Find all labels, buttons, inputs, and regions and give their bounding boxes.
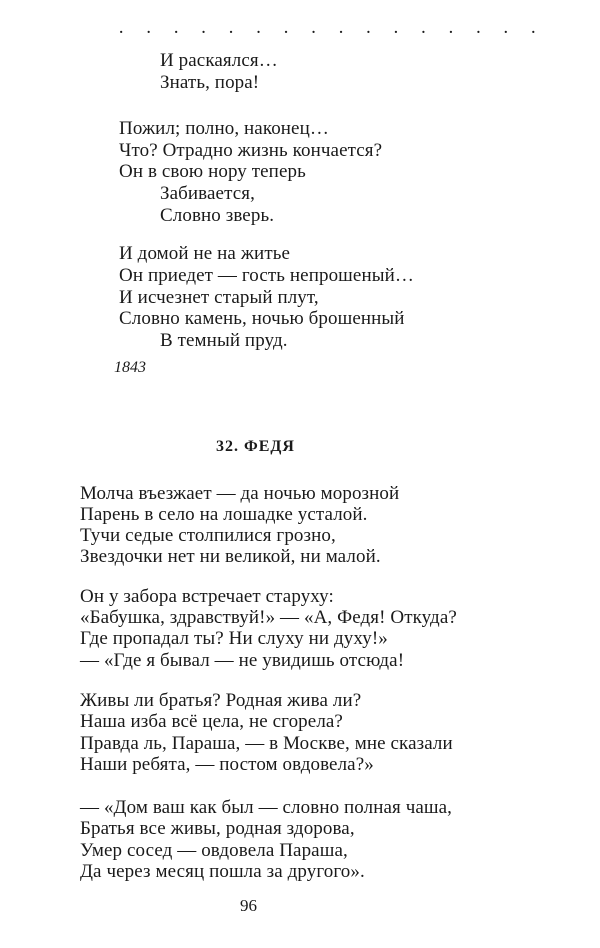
verse-line: И раскаялся…	[160, 50, 278, 71]
poem-year: 1843	[114, 359, 146, 376]
page-number: 96	[240, 896, 257, 915]
verse-line: Парень в село на лошадке усталой.	[80, 504, 368, 525]
verse-line: Наша изба всё цела, не сгорела?	[80, 711, 343, 732]
verse-line: Он в свою нору теперь	[119, 161, 306, 182]
verse-line: Да через месяц пошла за другого».	[80, 861, 365, 882]
verse-line: Пожил; полно, наконец…	[119, 118, 329, 139]
verse-line: «Бабушка, здравствуй!» — «А, Федя! Откуда?	[80, 607, 457, 628]
verse-line: Словно камень, ночью брошенный	[119, 308, 405, 329]
verse-line: Наши ребята, — постом овдовела?»	[80, 754, 374, 775]
verse-line: Умер сосед — овдовела Параша,	[80, 840, 348, 861]
verse-line: Живы ли братья? Родная жива ли?	[80, 690, 362, 711]
poem-title: 32. ФЕДЯ	[216, 438, 295, 455]
verse-line: Где пропадал ты? Ни слуху ни духу!»	[80, 628, 388, 649]
verse-line: Что? Отрадно жизнь кончается?	[119, 140, 383, 161]
verse-line: — «Где я бывал — не увидишь отсюда!	[80, 650, 405, 671]
verse-line: Знать, пора!	[160, 72, 260, 93]
verse-line: В темный пруд.	[160, 330, 288, 351]
verse-line: Словно зверь.	[160, 205, 275, 226]
verse-line: — «Дом ваш как был — словно полная чаша,	[80, 797, 453, 818]
verse-line: Забивается,	[160, 183, 255, 204]
verse-line: И исчезнет старый плут,	[119, 287, 319, 308]
verse-line: Правда ль, Параша, — в Москве, мне сказали	[80, 733, 453, 754]
verse-line: И домой не на житье	[119, 243, 291, 264]
verse-line: Молча въезжает — да ночью морозной	[80, 483, 400, 504]
omission-dots: · · · · · · · · · · · · · · · ·	[118, 22, 545, 43]
verse-line: Тучи седые столпилися грозно,	[80, 525, 336, 546]
verse-line: Он у забора встречает старуху:	[80, 586, 334, 607]
verse-line: Он приедет — гость непрошеный…	[119, 265, 414, 286]
verse-line: Звездочки нет ни великой, ни малой.	[80, 546, 381, 567]
verse-line: Братья все живы, родная здорова,	[80, 818, 355, 839]
